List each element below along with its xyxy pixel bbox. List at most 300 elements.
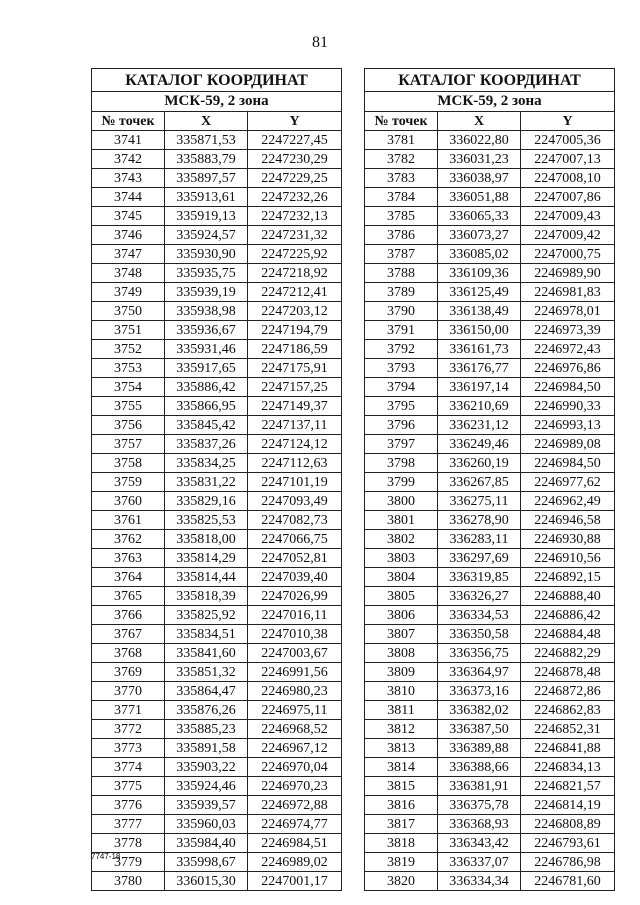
table-row — [92, 321, 342, 340]
cell-point-number: 3748 — [92, 264, 165, 283]
cell-x: 336373,16 — [438, 682, 521, 701]
table-row — [92, 435, 342, 454]
cell-x: 336334,53 — [438, 606, 521, 625]
cell-point-number: 3753 — [92, 359, 165, 378]
cell-point-number: 3792 — [365, 340, 438, 359]
cell-y: 2247225,92 — [248, 245, 342, 264]
cell-y: 2246973,39 — [521, 321, 615, 340]
cell-point-number: 3811 — [365, 701, 438, 720]
cell-point-number: 3780 — [92, 872, 165, 891]
coordinate-system-label: МСК-59, 2 зона — [92, 92, 342, 112]
cell-point-number: 3743 — [92, 169, 165, 188]
cell-x: 336231,12 — [438, 416, 521, 435]
cell-point-number: 3782 — [365, 150, 438, 169]
cell-point-number: 3770 — [92, 682, 165, 701]
cell-y: 2246989,08 — [521, 435, 615, 454]
cell-y: 2246993,13 — [521, 416, 615, 435]
cell-x: 336375,78 — [438, 796, 521, 815]
cell-y: 2247010,38 — [248, 625, 342, 644]
cell-y: 2246975,11 — [248, 701, 342, 720]
cell-y: 2246884,48 — [521, 625, 615, 644]
table-row — [365, 758, 615, 777]
cell-y: 2247000,75 — [521, 245, 615, 264]
cell-x: 335998,67 — [165, 853, 248, 872]
cell-point-number: 3778 — [92, 834, 165, 853]
cell-x: 336051,88 — [438, 188, 521, 207]
cell-point-number: 3796 — [365, 416, 438, 435]
table-row — [92, 397, 342, 416]
table-row — [92, 606, 342, 625]
cell-point-number: 3752 — [92, 340, 165, 359]
cell-x: 335924,57 — [165, 226, 248, 245]
table-row — [92, 834, 342, 853]
cell-y: 2246984,50 — [521, 454, 615, 473]
table-row — [365, 815, 615, 834]
cell-x: 336387,50 — [438, 720, 521, 739]
cell-point-number: 3750 — [92, 302, 165, 321]
table-row — [365, 682, 615, 701]
cell-y: 2246980,23 — [248, 682, 342, 701]
cell-y: 2246852,31 — [521, 720, 615, 739]
cell-y: 2247232,26 — [248, 188, 342, 207]
cell-point-number: 3797 — [365, 435, 438, 454]
cell-point-number: 3809 — [365, 663, 438, 682]
table-row — [365, 663, 615, 682]
cell-point-number: 3804 — [365, 568, 438, 587]
cell-point-number: 3812 — [365, 720, 438, 739]
cell-point-number: 3819 — [365, 853, 438, 872]
cell-y: 2247194,79 — [248, 321, 342, 340]
cell-point-number: 3756 — [92, 416, 165, 435]
table-row — [365, 302, 615, 321]
cell-point-number: 3794 — [365, 378, 438, 397]
cell-point-number: 3762 — [92, 530, 165, 549]
cell-point-number: 3810 — [365, 682, 438, 701]
table-row — [365, 587, 615, 606]
column-header-y: Y — [248, 112, 342, 131]
cell-point-number: 3798 — [365, 454, 438, 473]
cell-point-number: 3779 — [92, 853, 165, 872]
cell-x: 336283,11 — [438, 530, 521, 549]
cell-y: 2246862,83 — [521, 701, 615, 720]
table-row — [365, 777, 615, 796]
cell-point-number: 3774 — [92, 758, 165, 777]
cell-point-number: 3769 — [92, 663, 165, 682]
cell-x: 336065,33 — [438, 207, 521, 226]
table-row — [92, 701, 342, 720]
cell-x: 336249,46 — [438, 435, 521, 454]
cell-x: 335917,65 — [165, 359, 248, 378]
cell-y: 2247039,40 — [248, 568, 342, 587]
table-row — [365, 131, 615, 150]
cell-y: 2246990,33 — [521, 397, 615, 416]
cell-y: 2246972,88 — [248, 796, 342, 815]
cell-point-number: 3799 — [365, 473, 438, 492]
table-row — [365, 397, 615, 416]
cell-point-number: 3741 — [92, 131, 165, 150]
cell-point-number: 3784 — [365, 188, 438, 207]
cell-x: 335939,57 — [165, 796, 248, 815]
table-row — [365, 530, 615, 549]
cell-y: 2247016,11 — [248, 606, 342, 625]
table-row — [365, 245, 615, 264]
cell-point-number: 3800 — [365, 492, 438, 511]
column-header-y: Y — [521, 112, 615, 131]
cell-y: 2246878,48 — [521, 663, 615, 682]
cell-x: 335935,75 — [165, 264, 248, 283]
cell-point-number: 3785 — [365, 207, 438, 226]
cell-x: 336176,77 — [438, 359, 521, 378]
cell-y: 2246977,62 — [521, 473, 615, 492]
cell-point-number: 3767 — [92, 625, 165, 644]
table-row — [92, 549, 342, 568]
column-header-point-number: № точек — [92, 112, 165, 131]
cell-x: 335851,32 — [165, 663, 248, 682]
cell-x: 335871,53 — [165, 131, 248, 150]
cell-x: 335897,57 — [165, 169, 248, 188]
table-row — [365, 834, 615, 853]
cell-y: 2247026,99 — [248, 587, 342, 606]
cell-point-number: 3758 — [92, 454, 165, 473]
table-row — [92, 264, 342, 283]
cell-x: 336334,34 — [438, 872, 521, 891]
cell-y: 2247229,25 — [248, 169, 342, 188]
cell-y: 2246808,89 — [521, 815, 615, 834]
table-row — [92, 302, 342, 321]
table-row — [92, 625, 342, 644]
cell-y: 2246970,04 — [248, 758, 342, 777]
cell-y: 2246886,42 — [521, 606, 615, 625]
table-row — [365, 378, 615, 397]
cell-x: 336278,90 — [438, 511, 521, 530]
cell-x: 335903,22 — [165, 758, 248, 777]
cell-x: 335845,42 — [165, 416, 248, 435]
cell-x: 335831,22 — [165, 473, 248, 492]
cell-x: 336319,85 — [438, 568, 521, 587]
cell-x: 335924,46 — [165, 777, 248, 796]
cell-y: 2246989,90 — [521, 264, 615, 283]
cell-y: 2246968,52 — [248, 720, 342, 739]
cell-point-number: 3781 — [365, 131, 438, 150]
table-row — [92, 454, 342, 473]
cell-point-number: 3805 — [365, 587, 438, 606]
cell-y: 2247137,11 — [248, 416, 342, 435]
page-number: 81 — [312, 34, 328, 51]
cell-y: 2247203,12 — [248, 302, 342, 321]
cell-y: 2246872,86 — [521, 682, 615, 701]
cell-point-number: 3776 — [92, 796, 165, 815]
cell-y: 2246821,57 — [521, 777, 615, 796]
cell-x: 336109,36 — [438, 264, 521, 283]
cell-x: 335866,95 — [165, 397, 248, 416]
cell-point-number: 3760 — [92, 492, 165, 511]
cell-x: 335930,90 — [165, 245, 248, 264]
cell-x: 336260,19 — [438, 454, 521, 473]
table-row — [92, 682, 342, 701]
table-row — [365, 606, 615, 625]
cell-x: 336210,69 — [438, 397, 521, 416]
cell-x: 336356,75 — [438, 644, 521, 663]
cell-x: 336022,80 — [438, 131, 521, 150]
table-row — [365, 264, 615, 283]
cell-point-number: 3783 — [365, 169, 438, 188]
cell-x: 335834,25 — [165, 454, 248, 473]
cell-point-number: 3801 — [365, 511, 438, 530]
cell-x: 336275,11 — [438, 492, 521, 511]
table-row — [92, 359, 342, 378]
cell-point-number: 3817 — [365, 815, 438, 834]
cell-point-number: 3815 — [365, 777, 438, 796]
coordinate-catalog-right — [364, 68, 615, 891]
cell-y: 2246962,49 — [521, 492, 615, 511]
cell-y: 2247175,91 — [248, 359, 342, 378]
cell-x: 336038,97 — [438, 169, 521, 188]
cell-x: 335876,26 — [165, 701, 248, 720]
cell-point-number: 3742 — [92, 150, 165, 169]
cell-x: 335825,53 — [165, 511, 248, 530]
table-row — [92, 378, 342, 397]
cell-x: 335938,98 — [165, 302, 248, 321]
cell-x: 336015,30 — [165, 872, 248, 891]
cell-y: 2246946,58 — [521, 511, 615, 530]
cell-point-number: 3765 — [92, 587, 165, 606]
cell-point-number: 3789 — [365, 283, 438, 302]
cell-point-number: 3747 — [92, 245, 165, 264]
cell-y: 2246984,51 — [248, 834, 342, 853]
catalog-rows — [92, 131, 342, 891]
table-row — [365, 568, 615, 587]
table-row — [365, 739, 615, 758]
cell-y: 2246972,43 — [521, 340, 615, 359]
cell-y: 2246841,88 — [521, 739, 615, 758]
cell-x: 336197,14 — [438, 378, 521, 397]
cell-y: 2246910,56 — [521, 549, 615, 568]
cell-point-number: 3788 — [365, 264, 438, 283]
cell-y: 2247230,29 — [248, 150, 342, 169]
cell-point-number: 3746 — [92, 226, 165, 245]
cell-point-number: 3749 — [92, 283, 165, 302]
table-row — [92, 226, 342, 245]
cell-y: 2247008,10 — [521, 169, 615, 188]
table-row — [92, 720, 342, 739]
table-row — [92, 568, 342, 587]
cell-x: 336382,02 — [438, 701, 521, 720]
catalog-title: КАТАЛОГ КООРДИНАТ — [365, 69, 615, 92]
cell-point-number: 3754 — [92, 378, 165, 397]
cell-y: 2247101,19 — [248, 473, 342, 492]
cell-y: 2247232,13 — [248, 207, 342, 226]
cell-y: 2247009,42 — [521, 226, 615, 245]
table-row — [365, 321, 615, 340]
cell-point-number: 3751 — [92, 321, 165, 340]
cell-y: 2246793,61 — [521, 834, 615, 853]
column-header-point-number: № точек — [365, 112, 438, 131]
cell-point-number: 3771 — [92, 701, 165, 720]
table-row — [92, 492, 342, 511]
cell-point-number: 3820 — [365, 872, 438, 891]
cell-y: 2246976,86 — [521, 359, 615, 378]
table-row — [365, 872, 615, 891]
table-row — [365, 416, 615, 435]
cell-y: 2246989,02 — [248, 853, 342, 872]
cell-x: 335936,67 — [165, 321, 248, 340]
cell-point-number: 3787 — [365, 245, 438, 264]
cell-point-number: 3791 — [365, 321, 438, 340]
cell-point-number: 3744 — [92, 188, 165, 207]
cell-x: 336368,93 — [438, 815, 521, 834]
table-row — [92, 169, 342, 188]
cell-x: 335984,40 — [165, 834, 248, 853]
cell-point-number: 3761 — [92, 511, 165, 530]
table-row — [365, 454, 615, 473]
table-row — [92, 245, 342, 264]
cell-x: 335939,19 — [165, 283, 248, 302]
cell-x: 335885,23 — [165, 720, 248, 739]
cell-x: 336125,49 — [438, 283, 521, 302]
catalog-rows — [365, 131, 615, 891]
table-row — [92, 739, 342, 758]
table-row — [365, 207, 615, 226]
cell-x: 335931,46 — [165, 340, 248, 359]
cell-point-number: 3793 — [365, 359, 438, 378]
cell-x: 335864,47 — [165, 682, 248, 701]
cell-x: 335841,60 — [165, 644, 248, 663]
document-code: 7747-18 — [91, 852, 121, 861]
cell-y: 2247007,13 — [521, 150, 615, 169]
cell-y: 2246978,01 — [521, 302, 615, 321]
cell-point-number: 3818 — [365, 834, 438, 853]
table-row — [365, 473, 615, 492]
cell-point-number: 3795 — [365, 397, 438, 416]
table-row — [92, 758, 342, 777]
coordinate-system-label: МСК-59, 2 зона — [365, 92, 615, 112]
cell-y: 2246991,56 — [248, 663, 342, 682]
cell-x: 336388,66 — [438, 758, 521, 777]
cell-y: 2246984,50 — [521, 378, 615, 397]
cell-y: 2246974,77 — [248, 815, 342, 834]
cell-x: 336350,58 — [438, 625, 521, 644]
cell-x: 335825,92 — [165, 606, 248, 625]
cell-x: 336297,69 — [438, 549, 521, 568]
cell-y: 2247124,12 — [248, 435, 342, 454]
cell-y: 2246781,60 — [521, 872, 615, 891]
cell-x: 336150,00 — [438, 321, 521, 340]
cell-x: 335913,61 — [165, 188, 248, 207]
cell-y: 2247157,25 — [248, 378, 342, 397]
cell-point-number: 3763 — [92, 549, 165, 568]
cell-x: 335886,42 — [165, 378, 248, 397]
cell-x: 336389,88 — [438, 739, 521, 758]
cell-x: 336364,97 — [438, 663, 521, 682]
cell-y: 2246882,29 — [521, 644, 615, 663]
cell-point-number: 3808 — [365, 644, 438, 663]
table-row — [365, 625, 615, 644]
coordinate-catalog-left — [91, 68, 342, 891]
cell-y: 2247005,36 — [521, 131, 615, 150]
cell-x: 335834,51 — [165, 625, 248, 644]
cell-point-number: 3816 — [365, 796, 438, 815]
cell-x: 336138,49 — [438, 302, 521, 321]
table-row — [92, 473, 342, 492]
table-row — [92, 587, 342, 606]
table-row — [365, 226, 615, 245]
cell-point-number: 3775 — [92, 777, 165, 796]
table-row — [365, 435, 615, 454]
cell-x: 336381,91 — [438, 777, 521, 796]
table-row — [365, 549, 615, 568]
cell-y: 2246981,83 — [521, 283, 615, 302]
table-row — [365, 511, 615, 530]
table-row — [92, 777, 342, 796]
cell-point-number: 3807 — [365, 625, 438, 644]
cell-y: 2246970,23 — [248, 777, 342, 796]
table-row — [365, 492, 615, 511]
table-row — [365, 283, 615, 302]
cell-point-number: 3806 — [365, 606, 438, 625]
cell-y: 2247112,63 — [248, 454, 342, 473]
cell-y: 2246888,40 — [521, 587, 615, 606]
cell-x: 335814,44 — [165, 568, 248, 587]
cell-y: 2247186,59 — [248, 340, 342, 359]
table-row — [365, 720, 615, 739]
table-row — [365, 169, 615, 188]
cell-y: 2247218,92 — [248, 264, 342, 283]
table-row — [92, 150, 342, 169]
cell-point-number: 3755 — [92, 397, 165, 416]
table-row — [365, 150, 615, 169]
cell-y: 2247009,43 — [521, 207, 615, 226]
cell-x: 335829,16 — [165, 492, 248, 511]
table-row — [365, 188, 615, 207]
cell-point-number: 3759 — [92, 473, 165, 492]
cell-point-number: 3790 — [365, 302, 438, 321]
cell-point-number: 3768 — [92, 644, 165, 663]
cell-point-number: 3757 — [92, 435, 165, 454]
cell-x: 336337,07 — [438, 853, 521, 872]
cell-y: 2247093,49 — [248, 492, 342, 511]
cell-point-number: 3802 — [365, 530, 438, 549]
cell-point-number: 3814 — [365, 758, 438, 777]
cell-y: 2247082,73 — [248, 511, 342, 530]
cell-y: 2246967,12 — [248, 739, 342, 758]
cell-x: 335814,29 — [165, 549, 248, 568]
cell-point-number: 3745 — [92, 207, 165, 226]
cell-x: 335883,79 — [165, 150, 248, 169]
column-header-x: X — [438, 112, 521, 131]
cell-x: 335818,39 — [165, 587, 248, 606]
cell-x: 336343,42 — [438, 834, 521, 853]
cell-y: 2247052,81 — [248, 549, 342, 568]
cell-y: 2247149,37 — [248, 397, 342, 416]
cell-point-number: 3803 — [365, 549, 438, 568]
cell-point-number: 3777 — [92, 815, 165, 834]
table-row — [92, 131, 342, 150]
cell-y: 2247212,41 — [248, 283, 342, 302]
table-row — [365, 853, 615, 872]
catalog-title: КАТАЛОГ КООРДИНАТ — [92, 69, 342, 92]
cell-x: 336267,85 — [438, 473, 521, 492]
cell-point-number: 3764 — [92, 568, 165, 587]
table-row — [92, 663, 342, 682]
column-header-x: X — [165, 112, 248, 131]
cell-x: 336073,27 — [438, 226, 521, 245]
cell-y: 2247003,67 — [248, 644, 342, 663]
cell-x: 335891,58 — [165, 739, 248, 758]
cell-point-number: 3772 — [92, 720, 165, 739]
cell-y: 2246814,19 — [521, 796, 615, 815]
cell-x: 335960,03 — [165, 815, 248, 834]
cell-y: 2246834,13 — [521, 758, 615, 777]
